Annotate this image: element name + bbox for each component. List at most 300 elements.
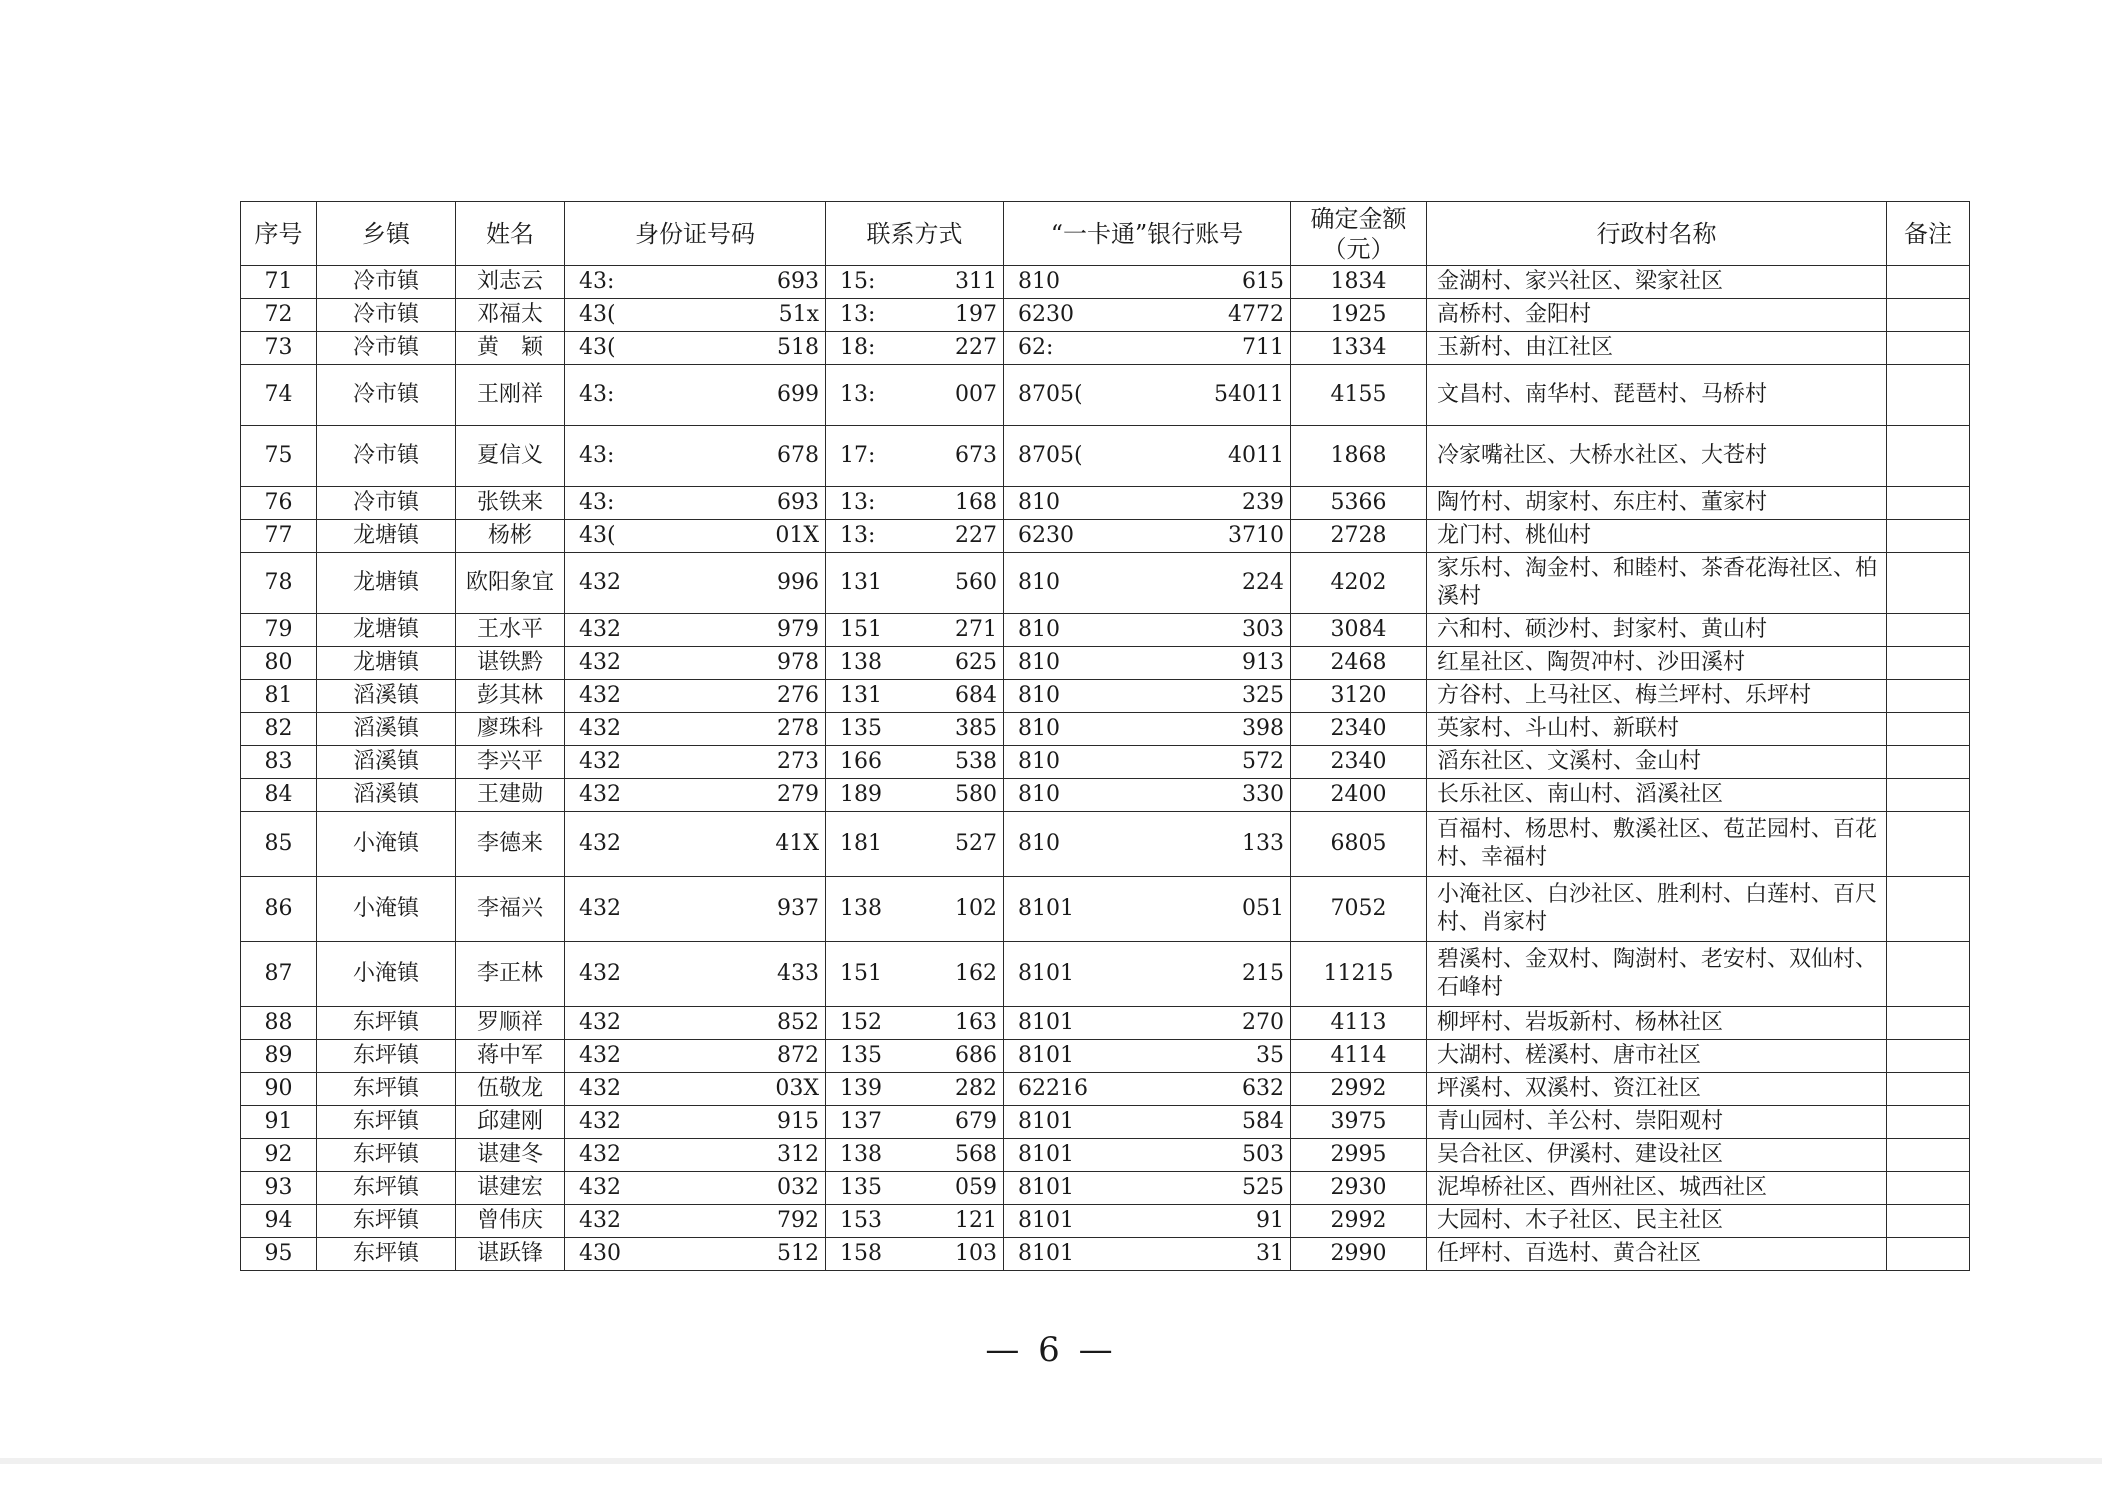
cell-villages: 小淹社区、白沙社区、胜利村、白莲村、百尺村、肖家村 bbox=[1427, 877, 1887, 942]
cell-bank-account bbox=[1004, 942, 1291, 1007]
cell-remark bbox=[1887, 553, 1970, 614]
cell-contact bbox=[826, 812, 1004, 877]
cell-seq: 95 bbox=[241, 1238, 317, 1271]
cell-id-number-start: 432 bbox=[579, 1175, 621, 1200]
table-row bbox=[241, 426, 1970, 487]
cell-bank-account-start: 810 bbox=[1018, 490, 1060, 515]
cell-name: 王水平 bbox=[456, 614, 565, 647]
cell-township: 龙塘镇 bbox=[317, 647, 456, 680]
table-row bbox=[241, 713, 1970, 746]
cell-bank-account-start: 8101 bbox=[1018, 1142, 1074, 1167]
cell-bank-account-end: 35 bbox=[1256, 1043, 1284, 1068]
cell-id-number-end: 872 bbox=[777, 1043, 819, 1068]
cell-id-number bbox=[565, 426, 826, 487]
cell-villages: 陶竹村、胡家村、东庄村、董家村 bbox=[1427, 487, 1887, 520]
cell-bank-account-end: 615 bbox=[1242, 269, 1284, 294]
cell-villages: 红星社区、陶贺冲村、沙田溪村 bbox=[1427, 647, 1887, 680]
cell-bank-account-end: 133 bbox=[1242, 831, 1284, 856]
cell-contact bbox=[826, 614, 1004, 647]
cell-contact-start: 151 bbox=[840, 961, 882, 986]
cell-villages: 大园村、木子社区、民主社区 bbox=[1427, 1205, 1887, 1238]
cell-seq: 89 bbox=[241, 1040, 317, 1073]
cell-id-number-end: 41X bbox=[775, 831, 819, 856]
cell-amount: 1834 bbox=[1291, 266, 1427, 299]
cell-township: 滔溪镇 bbox=[317, 746, 456, 779]
cell-bank-account-start: 8101 bbox=[1018, 1175, 1074, 1200]
cell-amount: 6805 bbox=[1291, 812, 1427, 877]
table-row bbox=[241, 746, 1970, 779]
cell-bank-account-end: 711 bbox=[1242, 335, 1284, 360]
cell-remark bbox=[1887, 1106, 1970, 1139]
cell-seq: 74 bbox=[241, 365, 317, 426]
cell-bank-account-end: 051 bbox=[1242, 896, 1284, 921]
cell-contact-start: 166 bbox=[840, 749, 882, 774]
cell-township: 东坪镇 bbox=[317, 1238, 456, 1271]
cell-id-number-start: 432 bbox=[579, 1208, 621, 1233]
cell-contact-end: 227 bbox=[955, 523, 997, 548]
header-name: 姓名 bbox=[456, 202, 565, 266]
cell-id-number-end: 996 bbox=[777, 570, 819, 595]
cell-contact bbox=[826, 942, 1004, 1007]
cell-id-number-start: 432 bbox=[579, 749, 621, 774]
cell-township: 冷市镇 bbox=[317, 487, 456, 520]
cell-name: 李正林 bbox=[456, 942, 565, 1007]
cell-name: 谌跃锋 bbox=[456, 1238, 565, 1271]
cell-id-number-start: 43( bbox=[579, 523, 616, 548]
cell-villages: 龙门村、桃仙村 bbox=[1427, 520, 1887, 553]
cell-contact-end: 197 bbox=[955, 302, 997, 327]
table-row bbox=[241, 332, 1970, 365]
cell-contact-end: 311 bbox=[955, 269, 997, 294]
cell-id-number-start: 432 bbox=[579, 650, 621, 675]
cell-township: 东坪镇 bbox=[317, 1040, 456, 1073]
cell-amount: 2340 bbox=[1291, 746, 1427, 779]
cell-name: 杨彬 bbox=[456, 520, 565, 553]
cell-name: 邱建刚 bbox=[456, 1106, 565, 1139]
cell-id-number bbox=[565, 1073, 826, 1106]
cell-name: 罗顺祥 bbox=[456, 1007, 565, 1040]
cell-bank-account-end: 31 bbox=[1256, 1241, 1284, 1266]
cell-amount: 1868 bbox=[1291, 426, 1427, 487]
cell-bank-account-end: 4772 bbox=[1228, 302, 1284, 327]
cell-id-number-end: 852 bbox=[777, 1010, 819, 1035]
cell-id-number-start: 432 bbox=[579, 961, 621, 986]
cell-bank-account-start: 810 bbox=[1018, 831, 1060, 856]
cell-id-number bbox=[565, 365, 826, 426]
cell-bank-account bbox=[1004, 1106, 1291, 1139]
cell-name: 夏信义 bbox=[456, 426, 565, 487]
cell-contact bbox=[826, 1238, 1004, 1271]
cell-contact bbox=[826, 1040, 1004, 1073]
table-row bbox=[241, 812, 1970, 877]
cell-bank-account-start: 8705( bbox=[1018, 443, 1083, 468]
cell-seq: 87 bbox=[241, 942, 317, 1007]
cell-remark bbox=[1887, 812, 1970, 877]
cell-amount: 4114 bbox=[1291, 1040, 1427, 1073]
cell-villages: 冷家嘴社区、大桥水社区、大苍村 bbox=[1427, 426, 1887, 487]
cell-bank-account-start: 6230 bbox=[1018, 302, 1074, 327]
cell-contact-end: 560 bbox=[955, 570, 997, 595]
cell-township: 龙塘镇 bbox=[317, 520, 456, 553]
cell-contact-start: 189 bbox=[840, 782, 882, 807]
cell-id-number-end: 512 bbox=[777, 1241, 819, 1266]
table-row bbox=[241, 1040, 1970, 1073]
cell-contact-end: 673 bbox=[955, 443, 997, 468]
cell-bank-account-end: 91 bbox=[1256, 1208, 1284, 1233]
cell-contact-end: 527 bbox=[955, 831, 997, 856]
cell-township: 冷市镇 bbox=[317, 426, 456, 487]
cell-contact-end: 686 bbox=[955, 1043, 997, 1068]
cell-bank-account-end: 503 bbox=[1242, 1142, 1284, 1167]
cell-seq: 77 bbox=[241, 520, 317, 553]
cell-seq: 91 bbox=[241, 1106, 317, 1139]
cell-bank-account bbox=[1004, 520, 1291, 553]
cell-amount: 4155 bbox=[1291, 365, 1427, 426]
cell-contact bbox=[826, 426, 1004, 487]
cell-bank-account bbox=[1004, 1238, 1291, 1271]
cell-township: 东坪镇 bbox=[317, 1007, 456, 1040]
cell-id-number-end: 693 bbox=[777, 490, 819, 515]
cell-contact-end: 059 bbox=[955, 1175, 997, 1200]
cell-township: 小淹镇 bbox=[317, 812, 456, 877]
table-row bbox=[241, 877, 1970, 942]
table-row bbox=[241, 1205, 1970, 1238]
cell-remark bbox=[1887, 1139, 1970, 1172]
cell-id-number-end: 693 bbox=[777, 269, 819, 294]
cell-id-number-start: 43( bbox=[579, 335, 616, 360]
cell-bank-account-end: 632 bbox=[1242, 1076, 1284, 1101]
cell-id-number-end: 979 bbox=[777, 617, 819, 642]
cell-contact bbox=[826, 1172, 1004, 1205]
cell-villages: 百福村、杨思村、敷溪社区、苞芷园村、百花村、幸福村 bbox=[1427, 812, 1887, 877]
cell-bank-account bbox=[1004, 553, 1291, 614]
cell-seq: 73 bbox=[241, 332, 317, 365]
cell-contact bbox=[826, 553, 1004, 614]
cell-bank-account bbox=[1004, 299, 1291, 332]
cell-amount: 2400 bbox=[1291, 779, 1427, 812]
cell-township: 东坪镇 bbox=[317, 1205, 456, 1238]
cell-id-number-end: 032 bbox=[777, 1175, 819, 1200]
table-row bbox=[241, 647, 1970, 680]
cell-remark bbox=[1887, 1040, 1970, 1073]
table-row bbox=[241, 1238, 1970, 1271]
cell-contact-end: 162 bbox=[955, 961, 997, 986]
cell-contact-start: 13: bbox=[840, 302, 876, 327]
cell-seq: 78 bbox=[241, 553, 317, 614]
cell-township: 冷市镇 bbox=[317, 266, 456, 299]
table-row bbox=[241, 942, 1970, 1007]
cell-id-number-end: 978 bbox=[777, 650, 819, 675]
header-id-number: 身份证号码 bbox=[565, 202, 826, 266]
cell-township: 龙塘镇 bbox=[317, 614, 456, 647]
cell-amount: 2992 bbox=[1291, 1205, 1427, 1238]
cell-contact-end: 282 bbox=[955, 1076, 997, 1101]
cell-bank-account-start: 8101 bbox=[1018, 896, 1074, 921]
cell-bank-account bbox=[1004, 746, 1291, 779]
cell-bank-account bbox=[1004, 1172, 1291, 1205]
cell-id-number bbox=[565, 942, 826, 1007]
cell-contact bbox=[826, 332, 1004, 365]
cell-name: 李兴平 bbox=[456, 746, 565, 779]
cell-amount: 2992 bbox=[1291, 1073, 1427, 1106]
table-row bbox=[241, 266, 1970, 299]
cell-amount: 1334 bbox=[1291, 332, 1427, 365]
cell-bank-account-start: 8705( bbox=[1018, 382, 1083, 407]
cell-amount: 1925 bbox=[1291, 299, 1427, 332]
header-row bbox=[241, 202, 1970, 266]
cell-amount: 2340 bbox=[1291, 713, 1427, 746]
cell-id-number bbox=[565, 487, 826, 520]
cell-bank-account-start: 62216 bbox=[1018, 1076, 1088, 1101]
cell-seq: 86 bbox=[241, 877, 317, 942]
cell-name: 曾伟庆 bbox=[456, 1205, 565, 1238]
cell-villages: 大湖村、槎溪村、唐市社区 bbox=[1427, 1040, 1887, 1073]
cell-contact bbox=[826, 713, 1004, 746]
cell-contact-start: 135 bbox=[840, 716, 882, 741]
cell-id-number-end: 276 bbox=[777, 683, 819, 708]
cell-bank-account bbox=[1004, 426, 1291, 487]
cell-id-number bbox=[565, 680, 826, 713]
table-row bbox=[241, 487, 1970, 520]
cell-remark bbox=[1887, 299, 1970, 332]
cell-contact-start: 151 bbox=[840, 617, 882, 642]
cell-bank-account-start: 8101 bbox=[1018, 961, 1074, 986]
cell-id-number bbox=[565, 266, 826, 299]
cell-township: 滔溪镇 bbox=[317, 779, 456, 812]
cell-remark bbox=[1887, 1007, 1970, 1040]
cell-seq: 88 bbox=[241, 1007, 317, 1040]
cell-contact-start: 17: bbox=[840, 443, 876, 468]
cell-contact-end: 679 bbox=[955, 1109, 997, 1134]
cell-seq: 80 bbox=[241, 647, 317, 680]
cell-id-number bbox=[565, 332, 826, 365]
cell-contact-start: 138 bbox=[840, 650, 882, 675]
cell-seq: 71 bbox=[241, 266, 317, 299]
cell-contact bbox=[826, 487, 1004, 520]
cell-bank-account bbox=[1004, 812, 1291, 877]
cell-bank-account-end: 330 bbox=[1242, 782, 1284, 807]
cell-remark bbox=[1887, 520, 1970, 553]
cell-contact-start: 138 bbox=[840, 896, 882, 921]
table-row bbox=[241, 1139, 1970, 1172]
cell-bank-account bbox=[1004, 1073, 1291, 1106]
table-row bbox=[241, 1106, 1970, 1139]
cell-id-number-end: 278 bbox=[777, 716, 819, 741]
cell-remark bbox=[1887, 1073, 1970, 1106]
cell-villages: 泥埠桥社区、酉州社区、城西社区 bbox=[1427, 1172, 1887, 1205]
cell-id-number-start: 432 bbox=[579, 896, 621, 921]
cell-contact-start: 18: bbox=[840, 335, 876, 360]
cell-id-number-start: 43( bbox=[579, 302, 616, 327]
cell-bank-account bbox=[1004, 779, 1291, 812]
cell-amount: 2990 bbox=[1291, 1238, 1427, 1271]
header-seq: 序号 bbox=[241, 202, 317, 266]
cell-name: 李德来 bbox=[456, 812, 565, 877]
table-row bbox=[241, 1172, 1970, 1205]
cell-name: 谌建宏 bbox=[456, 1172, 565, 1205]
cell-amount: 5366 bbox=[1291, 487, 1427, 520]
allocation-table bbox=[240, 201, 1970, 1271]
cell-contact bbox=[826, 877, 1004, 942]
cell-contact bbox=[826, 647, 1004, 680]
cell-remark bbox=[1887, 779, 1970, 812]
cell-bank-account-start: 810 bbox=[1018, 269, 1060, 294]
cell-seq: 72 bbox=[241, 299, 317, 332]
cell-bank-account-end: 4011 bbox=[1228, 443, 1284, 468]
cell-contact-start: 131 bbox=[840, 570, 882, 595]
cell-id-number-end: 273 bbox=[777, 749, 819, 774]
cell-id-number-end: 03X bbox=[775, 1076, 819, 1101]
cell-name: 谌铁黔 bbox=[456, 647, 565, 680]
cell-amount: 2728 bbox=[1291, 520, 1427, 553]
cell-id-number-start: 432 bbox=[579, 683, 621, 708]
cell-villages: 滔东社区、文溪村、金山村 bbox=[1427, 746, 1887, 779]
cell-bank-account-start: 8101 bbox=[1018, 1043, 1074, 1068]
cell-id-number bbox=[565, 812, 826, 877]
cell-township: 东坪镇 bbox=[317, 1172, 456, 1205]
cell-id-number-start: 432 bbox=[579, 1142, 621, 1167]
cell-bank-account bbox=[1004, 1139, 1291, 1172]
cell-contact-start: 13: bbox=[840, 490, 876, 515]
cell-contact bbox=[826, 1073, 1004, 1106]
cell-bank-account bbox=[1004, 680, 1291, 713]
cell-id-number-start: 43: bbox=[579, 490, 615, 515]
table-row bbox=[241, 365, 1970, 426]
table-body bbox=[241, 266, 1970, 1271]
cell-id-number-start: 432 bbox=[579, 1010, 621, 1035]
cell-contact-start: 153 bbox=[840, 1208, 882, 1233]
cell-id-number-end: 312 bbox=[777, 1142, 819, 1167]
cell-id-number-start: 432 bbox=[579, 1043, 621, 1068]
cell-id-number bbox=[565, 520, 826, 553]
cell-id-number bbox=[565, 746, 826, 779]
cell-remark bbox=[1887, 680, 1970, 713]
cell-bank-account bbox=[1004, 266, 1291, 299]
cell-contact bbox=[826, 520, 1004, 553]
cell-township: 滔溪镇 bbox=[317, 713, 456, 746]
cell-id-number bbox=[565, 713, 826, 746]
cell-remark bbox=[1887, 746, 1970, 779]
cell-bank-account-end: 303 bbox=[1242, 617, 1284, 642]
cell-bank-account bbox=[1004, 1007, 1291, 1040]
cell-id-number-start: 432 bbox=[579, 617, 621, 642]
cell-id-number-end: 279 bbox=[777, 782, 819, 807]
page-number: — 6 — bbox=[985, 1330, 1117, 1370]
cell-remark bbox=[1887, 713, 1970, 746]
cell-remark bbox=[1887, 614, 1970, 647]
cell-contact bbox=[826, 365, 1004, 426]
header-township: 乡镇 bbox=[317, 202, 456, 266]
cell-id-number-end: 518 bbox=[777, 335, 819, 360]
table-row bbox=[241, 614, 1970, 647]
cell-name: 李福兴 bbox=[456, 877, 565, 942]
cell-name: 刘志云 bbox=[456, 266, 565, 299]
cell-contact-start: 137 bbox=[840, 1109, 882, 1134]
cell-id-number-start: 43: bbox=[579, 269, 615, 294]
cell-township: 冷市镇 bbox=[317, 332, 456, 365]
cell-id-number-start: 432 bbox=[579, 782, 621, 807]
cell-township: 小淹镇 bbox=[317, 877, 456, 942]
cell-id-number-start: 432 bbox=[579, 1109, 621, 1134]
cell-contact bbox=[826, 746, 1004, 779]
cell-contact-end: 227 bbox=[955, 335, 997, 360]
cell-seq: 92 bbox=[241, 1139, 317, 1172]
cell-bank-account-end: 3710 bbox=[1228, 523, 1284, 548]
cell-seq: 79 bbox=[241, 614, 317, 647]
cell-id-number bbox=[565, 1007, 826, 1040]
cell-name: 王建勋 bbox=[456, 779, 565, 812]
cell-id-number bbox=[565, 1205, 826, 1238]
cell-bank-account bbox=[1004, 332, 1291, 365]
cell-amount: 2995 bbox=[1291, 1139, 1427, 1172]
cell-contact bbox=[826, 266, 1004, 299]
cell-villages: 玉新村、由江社区 bbox=[1427, 332, 1887, 365]
cell-villages: 六和村、硕沙村、封家村、黄山村 bbox=[1427, 614, 1887, 647]
cell-bank-account-start: 8101 bbox=[1018, 1208, 1074, 1233]
cell-bank-account-end: 224 bbox=[1242, 570, 1284, 595]
cell-township: 龙塘镇 bbox=[317, 553, 456, 614]
cell-bank-account bbox=[1004, 365, 1291, 426]
cell-villages: 高桥村、金阳村 bbox=[1427, 299, 1887, 332]
cell-amount: 2930 bbox=[1291, 1172, 1427, 1205]
cell-amount: 4113 bbox=[1291, 1007, 1427, 1040]
cell-villages: 吴合社区、伊溪村、建设社区 bbox=[1427, 1139, 1887, 1172]
cell-amount: 4202 bbox=[1291, 553, 1427, 614]
cell-contact bbox=[826, 779, 1004, 812]
cell-name: 谌建冬 bbox=[456, 1139, 565, 1172]
table-row bbox=[241, 1007, 1970, 1040]
cell-villages: 青山园村、羊公村、崇阳观村 bbox=[1427, 1106, 1887, 1139]
cell-bank-account-start: 810 bbox=[1018, 716, 1060, 741]
cell-township: 东坪镇 bbox=[317, 1139, 456, 1172]
cell-seq: 83 bbox=[241, 746, 317, 779]
cell-id-number-start: 432 bbox=[579, 1076, 621, 1101]
cell-contact-start: 15: bbox=[840, 269, 876, 294]
header-villages: 行政村名称 bbox=[1427, 202, 1887, 266]
cell-contact-end: 538 bbox=[955, 749, 997, 774]
cell-township: 滔溪镇 bbox=[317, 680, 456, 713]
cell-seq: 82 bbox=[241, 713, 317, 746]
cell-bank-account-end: 325 bbox=[1242, 683, 1284, 708]
cell-remark bbox=[1887, 487, 1970, 520]
cell-contact-end: 271 bbox=[955, 617, 997, 642]
cell-name: 伍敬龙 bbox=[456, 1073, 565, 1106]
cell-id-number-start: 432 bbox=[579, 716, 621, 741]
cell-contact bbox=[826, 299, 1004, 332]
cell-contact-start: 131 bbox=[840, 683, 882, 708]
cell-id-number-end: 915 bbox=[777, 1109, 819, 1134]
cell-bank-account-start: 810 bbox=[1018, 782, 1060, 807]
cell-amount: 7052 bbox=[1291, 877, 1427, 942]
cell-villages: 任坪村、百选村、黄合社区 bbox=[1427, 1238, 1887, 1271]
cell-contact-start: 135 bbox=[840, 1175, 882, 1200]
cell-id-number-start: 43: bbox=[579, 443, 615, 468]
cell-bank-account-end: 913 bbox=[1242, 650, 1284, 675]
cell-bank-account-end: 525 bbox=[1242, 1175, 1284, 1200]
table-row bbox=[241, 299, 1970, 332]
header-remark: 备注 bbox=[1887, 202, 1970, 266]
cell-remark bbox=[1887, 942, 1970, 1007]
cell-amount: 11215 bbox=[1291, 942, 1427, 1007]
cell-contact-end: 121 bbox=[955, 1208, 997, 1233]
cell-remark bbox=[1887, 365, 1970, 426]
cell-bank-account-start: 810 bbox=[1018, 617, 1060, 642]
cell-name: 欧阳象宜 bbox=[456, 553, 565, 614]
cell-contact bbox=[826, 1139, 1004, 1172]
header-bank-account: “一卡通”银行账号 bbox=[1004, 202, 1291, 266]
cell-id-number bbox=[565, 614, 826, 647]
cell-township: 东坪镇 bbox=[317, 1073, 456, 1106]
